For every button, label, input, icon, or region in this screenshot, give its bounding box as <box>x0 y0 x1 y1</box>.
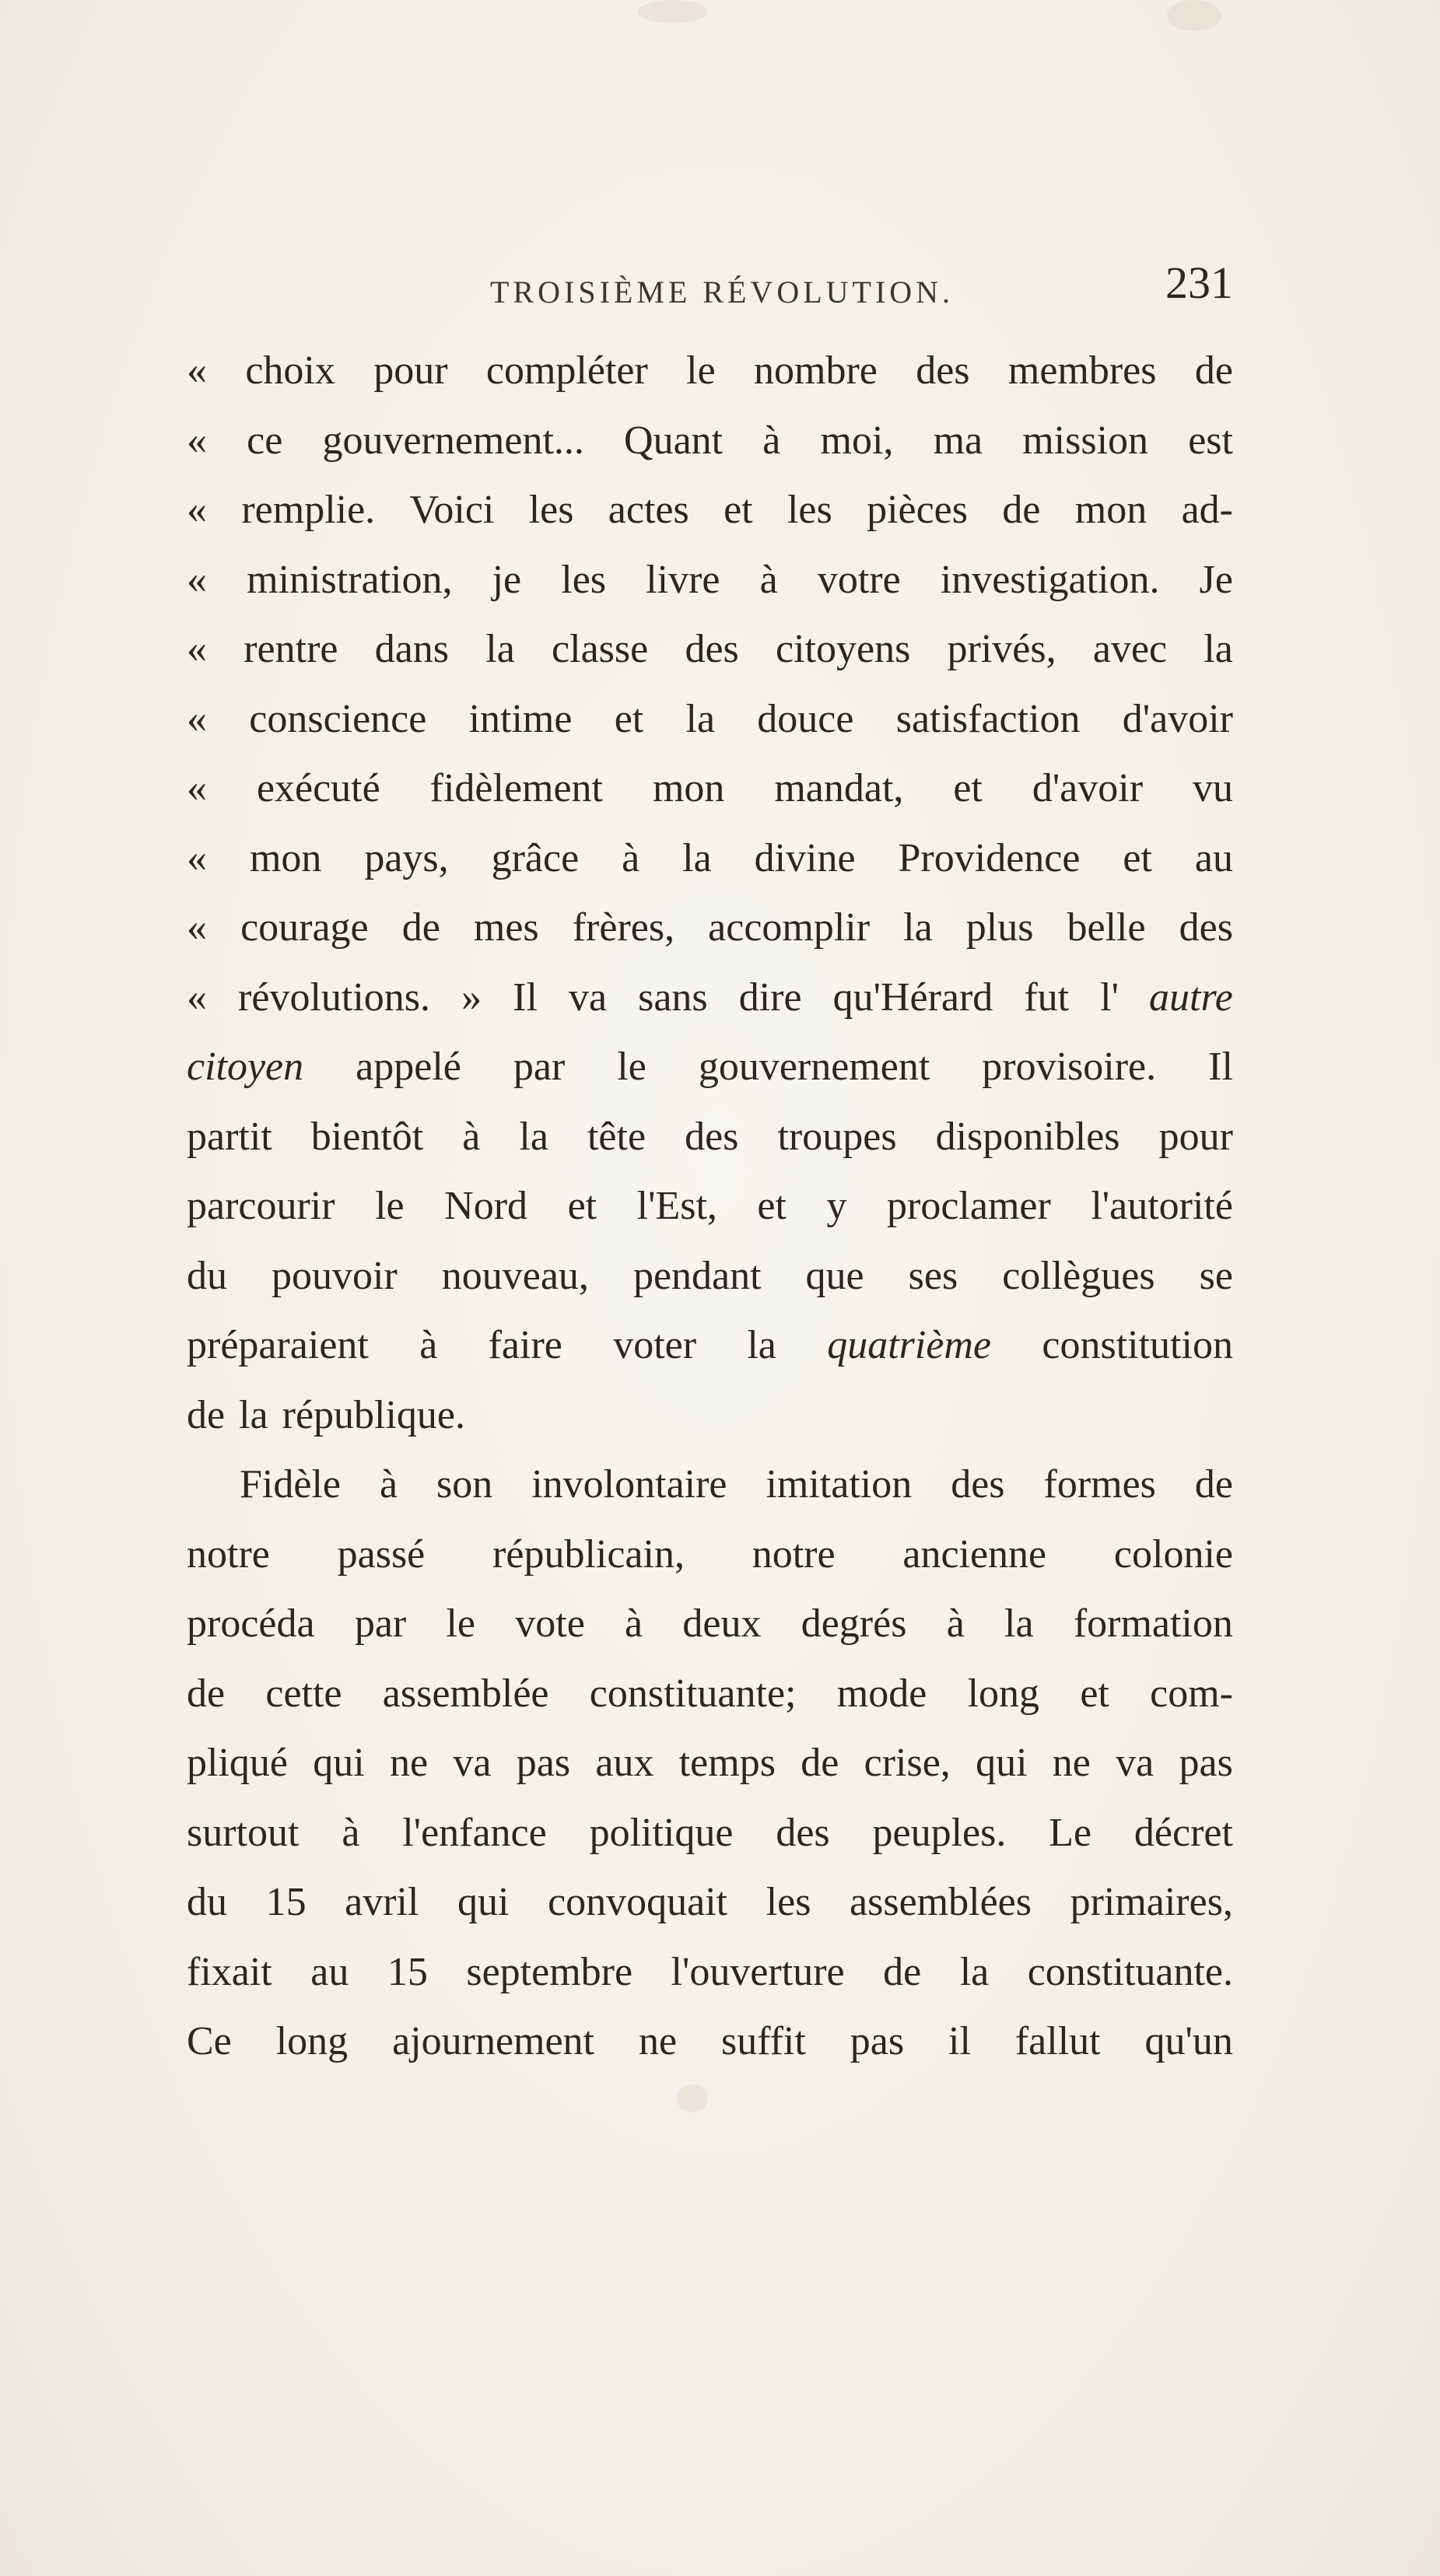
text-word: y <box>826 1184 847 1228</box>
text-word: de <box>1194 1462 1233 1507</box>
text-word: des <box>776 1810 830 1855</box>
text-line <box>187 684 1233 754</box>
text-word: de <box>401 905 440 950</box>
text-line <box>187 1032 1233 1102</box>
text-word: la <box>685 696 716 741</box>
text-word: et <box>567 1184 597 1228</box>
text-word: va <box>568 975 608 1020</box>
text-word: collègues <box>1002 1253 1155 1298</box>
text-word: constituante. <box>1027 1949 1233 1994</box>
text-word: mode <box>836 1671 927 1716</box>
text-word: voter <box>613 1323 697 1367</box>
text-word: mandat, <box>774 766 904 810</box>
text-line <box>187 1241 1233 1311</box>
text-word: mes <box>473 905 539 950</box>
text-word: long <box>275 2019 349 2063</box>
text-word: ajournement <box>392 2019 594 2063</box>
text-word: proclamer <box>887 1184 1051 1228</box>
text-word: à <box>759 557 778 602</box>
text-word: Providence <box>898 835 1081 880</box>
text-word: rentre <box>244 627 338 671</box>
text-word: surtout <box>187 1810 300 1855</box>
text-word: long <box>967 1671 1040 1716</box>
text-word: appelé <box>356 1045 461 1089</box>
text-word: quatrième <box>827 1323 992 1367</box>
text-word: fut <box>1024 975 1070 1020</box>
text-word: gouvernement <box>698 1045 930 1089</box>
text-word: à <box>625 1601 643 1646</box>
text-word: pas <box>1179 1741 1233 1785</box>
text-word: des <box>951 1462 1005 1507</box>
text-word: la <box>1004 1601 1034 1646</box>
text-word: courage <box>240 905 369 950</box>
text-word: passé <box>337 1531 426 1577</box>
text-line <box>187 1102 1233 1172</box>
text-word: classe <box>552 627 649 671</box>
text-word: ne <box>390 1741 429 1785</box>
text-word: à <box>762 418 781 463</box>
text-word: Il <box>1208 1045 1233 1089</box>
text-word: mon <box>1074 488 1147 532</box>
text-line <box>187 2007 1233 2077</box>
text-word: que <box>805 1253 864 1298</box>
text-word: ne <box>1052 1741 1091 1785</box>
text-word: à <box>622 835 640 880</box>
text-word: divine <box>754 835 856 880</box>
text-word: va <box>1116 1741 1154 1785</box>
text-word: la <box>1204 627 1233 671</box>
text-word: se <box>1199 1253 1233 1298</box>
text-word: et <box>1080 1671 1109 1716</box>
text-word: par <box>354 1601 407 1646</box>
text-word: accomplir <box>708 905 871 950</box>
text-word: ce <box>247 418 283 463</box>
text-word: constituante; <box>589 1671 797 1716</box>
text-word: de <box>801 1741 839 1785</box>
text-word: la <box>519 1114 548 1159</box>
text-word: « <box>187 348 207 393</box>
text-word: de <box>883 1949 922 1994</box>
text-word: deux <box>682 1601 762 1646</box>
text-word: au <box>310 1949 349 1994</box>
text-word: de <box>187 1671 226 1716</box>
text-word: des <box>1179 905 1233 950</box>
text-word: qu'Hérard <box>832 975 993 1020</box>
text-word: pliqué <box>187 1741 288 1785</box>
text-word: intime <box>468 696 573 741</box>
text-word: d'avoir <box>1032 766 1144 810</box>
text-line <box>187 1937 1233 2007</box>
text-word: fallut <box>1014 2019 1101 2063</box>
text-word: satisfaction <box>895 696 1081 741</box>
text-word: » <box>461 975 482 1020</box>
text-word: privés, <box>947 627 1056 671</box>
text-word: plus <box>965 905 1034 950</box>
paper-stain <box>638 0 708 23</box>
text-word: pouvoir <box>272 1253 398 1298</box>
text-word: républicain, <box>492 1531 685 1577</box>
text-word: la <box>903 905 933 950</box>
text-word: la <box>959 1949 990 1994</box>
text-word: la <box>682 835 712 880</box>
text-word: exécuté <box>256 766 380 810</box>
text-word: conscience <box>249 696 427 741</box>
text-word: de <box>1194 348 1233 393</box>
text-word: grâce <box>491 835 580 880</box>
page-number: 231 <box>1165 257 1233 308</box>
text-word: et <box>614 696 644 741</box>
text-word: préparaient <box>187 1323 369 1367</box>
text-word: l'autorité <box>1091 1184 1233 1228</box>
text-word: au <box>1194 835 1233 880</box>
text-line <box>187 1171 1233 1241</box>
text-word: Je <box>1199 557 1233 602</box>
text-word: remplie. <box>241 488 376 532</box>
text-word: choix <box>245 348 335 393</box>
text-word: sans <box>638 975 708 1020</box>
text-word: troupes <box>777 1114 897 1159</box>
text-word: disponibles <box>935 1114 1120 1159</box>
text-word: « <box>187 557 207 602</box>
text-line <box>187 614 1233 684</box>
text-word: aux <box>595 1741 654 1785</box>
text-line <box>187 1798 1233 1868</box>
text-word: partit <box>187 1114 272 1159</box>
text-word: par <box>513 1045 566 1089</box>
text-word: notre <box>187 1531 270 1577</box>
text-word: vu <box>1192 766 1233 810</box>
text-word: membres <box>1007 348 1157 393</box>
text-word: l'Est, <box>636 1184 717 1228</box>
text-word: des <box>685 1114 739 1159</box>
text-word: Le <box>1049 1810 1092 1855</box>
text-word: le <box>686 348 716 393</box>
text-word: l' <box>1100 975 1119 1020</box>
text-word: à <box>462 1114 481 1159</box>
text-word: formation <box>1073 1601 1233 1646</box>
text-word: colonie <box>1113 1531 1233 1577</box>
text-word: ministration, <box>247 557 453 602</box>
text-word: « <box>187 418 207 463</box>
text-word: douce <box>757 696 854 741</box>
text-line <box>187 1381 1233 1451</box>
text-word: Fidèle <box>240 1462 341 1507</box>
text-line <box>187 963 1233 1033</box>
text-word: politique <box>589 1810 734 1855</box>
text-word: Ce <box>187 2019 232 2063</box>
text-word: à <box>419 1323 438 1367</box>
text-line <box>187 824 1233 894</box>
text-line <box>187 1589 1233 1659</box>
text-word: suffit <box>720 2019 806 2063</box>
text-word: des <box>685 627 739 671</box>
text-word: son <box>436 1462 493 1507</box>
text-word: autre <box>1149 975 1233 1020</box>
text-word: ancienne <box>902 1531 1047 1577</box>
text-word: ma <box>933 418 983 463</box>
text-word: je <box>492 557 522 602</box>
text-word: à <box>342 1810 360 1855</box>
text-line <box>187 336 1233 406</box>
text-word: pays, <box>364 835 449 880</box>
text-word: révolutions. <box>238 975 431 1020</box>
text-word: et <box>953 766 983 810</box>
text-word: crise, <box>864 1741 951 1785</box>
text-word: qui <box>457 1880 510 1924</box>
text-word: dire <box>738 975 802 1020</box>
text-word: septembre <box>466 1949 633 1994</box>
text-word: le <box>375 1184 405 1228</box>
text-word: les <box>766 1880 811 1924</box>
text-word: pièces <box>867 488 968 532</box>
text-word: assemblée <box>382 1671 549 1716</box>
text-word: mission <box>1022 418 1149 463</box>
text-word: « <box>187 766 207 810</box>
text-word: peuples. <box>872 1810 1007 1855</box>
text-word: est <box>1188 418 1233 463</box>
text-word: investigation. <box>940 557 1160 602</box>
text-line <box>187 754 1233 824</box>
text-word: et <box>1123 835 1152 880</box>
text-word: faire <box>488 1323 562 1367</box>
text-word: frères, <box>572 905 675 950</box>
text-word: l'enfance <box>402 1810 547 1855</box>
text-word: formes <box>1043 1462 1156 1507</box>
text-word: citoyen <box>187 1045 304 1089</box>
text-word: va <box>453 1741 492 1785</box>
text-word: provisoire. <box>982 1045 1157 1089</box>
text-word: « <box>187 835 207 880</box>
text-word: la <box>747 1323 776 1367</box>
text-word: les <box>787 488 832 532</box>
text-word: ses <box>908 1253 958 1298</box>
text-word: qu'un <box>1144 2019 1233 2063</box>
text-word: du <box>187 1253 227 1298</box>
text-word: Voici <box>409 488 495 532</box>
text-word: et <box>724 488 753 532</box>
text-word: bientôt <box>310 1114 424 1159</box>
text-word: à <box>946 1601 965 1646</box>
running-head: TROISIÈME RÉVOLUTION. <box>490 275 955 310</box>
text-word: Il <box>513 975 538 1020</box>
text-word: la <box>239 1392 268 1437</box>
text-word: fidèlement <box>429 766 604 810</box>
text-word: assemblées <box>850 1880 1032 1924</box>
text-word: « <box>187 627 207 671</box>
text-line <box>187 545 1233 615</box>
text-word: primaires, <box>1070 1880 1233 1924</box>
text-word: « <box>187 488 207 532</box>
text-word: mon <box>652 766 725 810</box>
text-word: il <box>948 2019 971 2063</box>
text-word: 15 <box>265 1880 307 1924</box>
text-word: procéda <box>187 1601 315 1646</box>
text-line <box>187 1311 1233 1381</box>
text-word: pour <box>373 348 448 393</box>
text-word: degrés <box>801 1601 907 1646</box>
text-word: les <box>561 557 607 602</box>
text-word: vote <box>515 1601 585 1646</box>
text-line <box>187 1728 1233 1798</box>
text-word: qui <box>976 1741 1028 1785</box>
text-line <box>187 406 1233 476</box>
text-word: pendant <box>632 1253 762 1298</box>
paper-stain <box>1167 0 1221 31</box>
text-word: ne <box>638 2019 678 2063</box>
text-word: ad- <box>1181 488 1233 532</box>
text-word: l'ouverture <box>671 1949 845 1994</box>
text-word: « <box>187 905 207 950</box>
text-line <box>187 1450 1233 1520</box>
text-word: d'avoir <box>1122 696 1233 741</box>
text-word: à <box>379 1462 398 1507</box>
text-word: moi, <box>820 418 894 463</box>
text-word: dans <box>374 627 450 671</box>
text-word: involontaire <box>531 1462 727 1507</box>
text-line <box>187 893 1233 963</box>
text-line <box>187 475 1233 545</box>
text-word: livre <box>646 557 720 602</box>
text-word: le <box>446 1601 475 1646</box>
text-word: décret <box>1133 1810 1233 1855</box>
text-word: avril <box>345 1880 419 1924</box>
text-word: la <box>485 627 515 671</box>
text-word: tête <box>587 1114 646 1159</box>
text-word: du <box>187 1880 227 1924</box>
text-word: des <box>916 348 970 393</box>
text-word: imitation <box>766 1462 913 1507</box>
text-word: république. <box>282 1392 465 1437</box>
text-word: et <box>757 1184 787 1228</box>
text-word: cette <box>265 1671 342 1716</box>
text-word: Nord <box>444 1184 528 1228</box>
text-line <box>187 1867 1233 1937</box>
text-word: qui <box>313 1741 365 1785</box>
text-word: « <box>187 975 207 1020</box>
text-word: pour <box>1158 1114 1233 1159</box>
text-word: pas <box>516 1741 571 1785</box>
page-header <box>187 257 1233 319</box>
text-word: actes <box>608 488 689 532</box>
text-word: temps <box>678 1741 776 1785</box>
paper-stain <box>677 2084 708 2112</box>
text-word: votre <box>817 557 901 602</box>
text-word: pas <box>850 2019 905 2063</box>
text-word: gouvernement... <box>322 418 584 463</box>
text-word: avec <box>1092 627 1168 671</box>
text-line <box>187 1659 1233 1729</box>
text-word: « <box>187 696 207 741</box>
text-word: constitution <box>1042 1323 1233 1367</box>
text-line <box>187 1520 1233 1590</box>
text-word: convoquait <box>548 1880 728 1924</box>
text-word: 15 <box>387 1949 428 1994</box>
text-word: parcourir <box>187 1184 335 1228</box>
text-word: compléter <box>485 348 648 393</box>
text-word: citoyens <box>776 627 911 671</box>
text-word: les <box>528 488 574 532</box>
text-word: fixait <box>187 1949 272 1994</box>
text-word: com- <box>1150 1671 1233 1716</box>
body-text <box>187 336 1233 2077</box>
text-word: nouveau, <box>441 1253 589 1298</box>
text-word: nombre <box>754 348 878 393</box>
text-word: belle <box>1067 905 1146 950</box>
text-word: de <box>1002 488 1041 532</box>
text-word: Quant <box>624 418 724 463</box>
text-word: de <box>187 1392 226 1437</box>
text-word: notre <box>752 1531 836 1577</box>
text-word: mon <box>249 835 322 880</box>
text-word: le <box>617 1045 646 1089</box>
